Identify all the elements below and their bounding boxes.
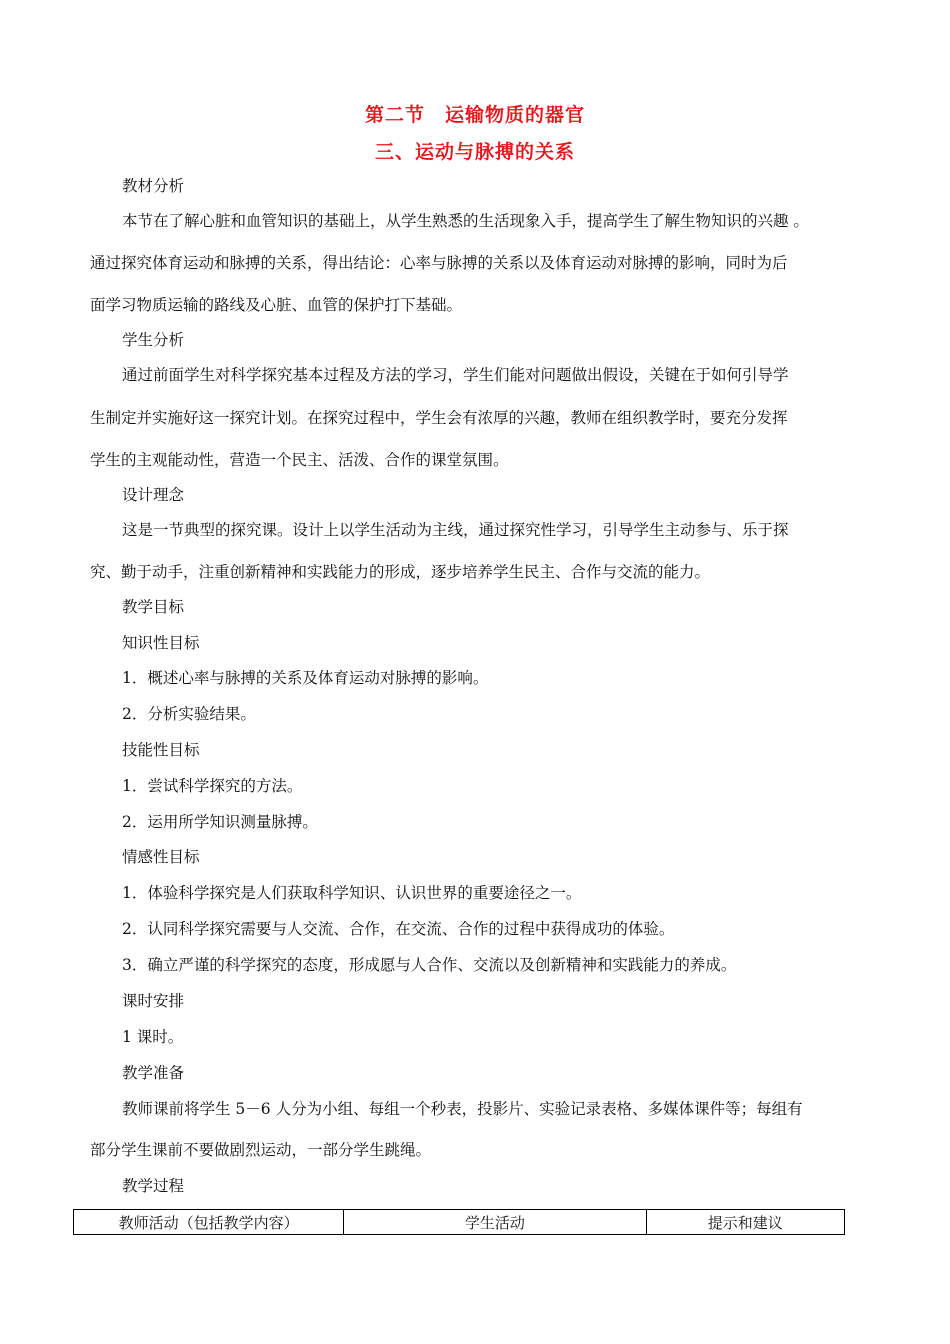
emotion-item: 3．确立严谨的科学探究的态度，形成愿与人合作、交流以及创新精神和实践能力的养成。 bbox=[122, 956, 737, 974]
process-table bbox=[73, 1209, 845, 1235]
emotion-item: 1．体验科学探究是人们获取科学知识、认识世界的重要途径之一。 bbox=[122, 884, 582, 902]
subheading-knowledge: 知识性目标 bbox=[122, 634, 200, 652]
section-heading-student: 学生分析 bbox=[122, 331, 185, 349]
section-heading-goals: 教学目标 bbox=[122, 598, 185, 616]
subheading-skill: 技能性目标 bbox=[122, 741, 200, 759]
section-heading-analysis: 教材分析 bbox=[122, 177, 185, 195]
analysis-line: 通过探究体育运动和脉搏的关系，得出结论：心率与脉搏的关系以及体育运动对脉搏的影响，同时为后 bbox=[90, 254, 788, 272]
section-heading-process: 教学过程 bbox=[122, 1177, 185, 1195]
table-header-cell: 教师活动（包括教学内容） bbox=[74, 1210, 344, 1235]
table-header-cell: 学生活动 bbox=[344, 1210, 646, 1235]
table-header-cell: 提示和建议 bbox=[646, 1210, 845, 1235]
design-line: 这是一节典型的探究课。设计上以学生活动为主线，通过探究性学习，引导学生主动参与、乐于探 bbox=[122, 521, 789, 539]
knowledge-item: 1．概述心率与脉搏的关系及体育运动对脉搏的影响。 bbox=[122, 669, 489, 687]
page-subtitle: 三、运动与脉搏的关系 bbox=[374, 141, 575, 163]
subheading-emotion: 情感性目标 bbox=[122, 848, 200, 866]
schedule-text: 1 课时。 bbox=[122, 1028, 184, 1046]
section-heading-design: 设计理念 bbox=[122, 486, 185, 504]
section-heading-schedule: 课时安排 bbox=[122, 992, 185, 1010]
skill-item: 1．尝试科学探究的方法。 bbox=[122, 777, 303, 795]
student-line: 生制定并实施好这一探究计划。在探究过程中，学生会有浓厚的兴趣，教师在组织教学时，要充分发挥 bbox=[90, 409, 788, 427]
design-line: 究、勤于动手，注重创新精神和实践能力的形成，逐步培养学生民主、合作与交流的能力。 bbox=[90, 563, 711, 581]
table-header-row bbox=[74, 1210, 845, 1235]
knowledge-item: 2．分析实验结果。 bbox=[122, 705, 256, 723]
page-title: 第二节 运输物质的器官 bbox=[364, 104, 585, 126]
prep-line: 教师课前将学生 5－6 人分为小组、每组一个秒表，投影片、实验记录表格、多媒体课件等；每组有 bbox=[122, 1100, 803, 1118]
prep-line: 部分学生课前不要做剧烈运动，一部分学生跳绳。 bbox=[90, 1141, 432, 1159]
student-line: 通过前面学生对科学探究基本过程及方法的学习，学生们能对问题做出假设，关键在于如何引导学 bbox=[122, 366, 789, 384]
analysis-line: 面学习物质运输的路线及心脏、血管的保护打下基础。 bbox=[90, 296, 463, 314]
student-line: 学生的主观能动性，营造一个民主、活泼、合作的课堂氛围。 bbox=[90, 451, 509, 469]
skill-item: 2．运用所学知识测量脉搏。 bbox=[122, 813, 318, 831]
section-heading-prep: 教学准备 bbox=[122, 1064, 185, 1082]
analysis-line: 本节在了解心脏和血管知识的基础上，从学生熟悉的生活现象入手，提高学生了解生物知识的兴趣 。 bbox=[122, 212, 809, 230]
emotion-item: 2．认同科学探究需要与人交流、合作，在交流、合作的过程中获得成功的体验。 bbox=[122, 920, 675, 938]
